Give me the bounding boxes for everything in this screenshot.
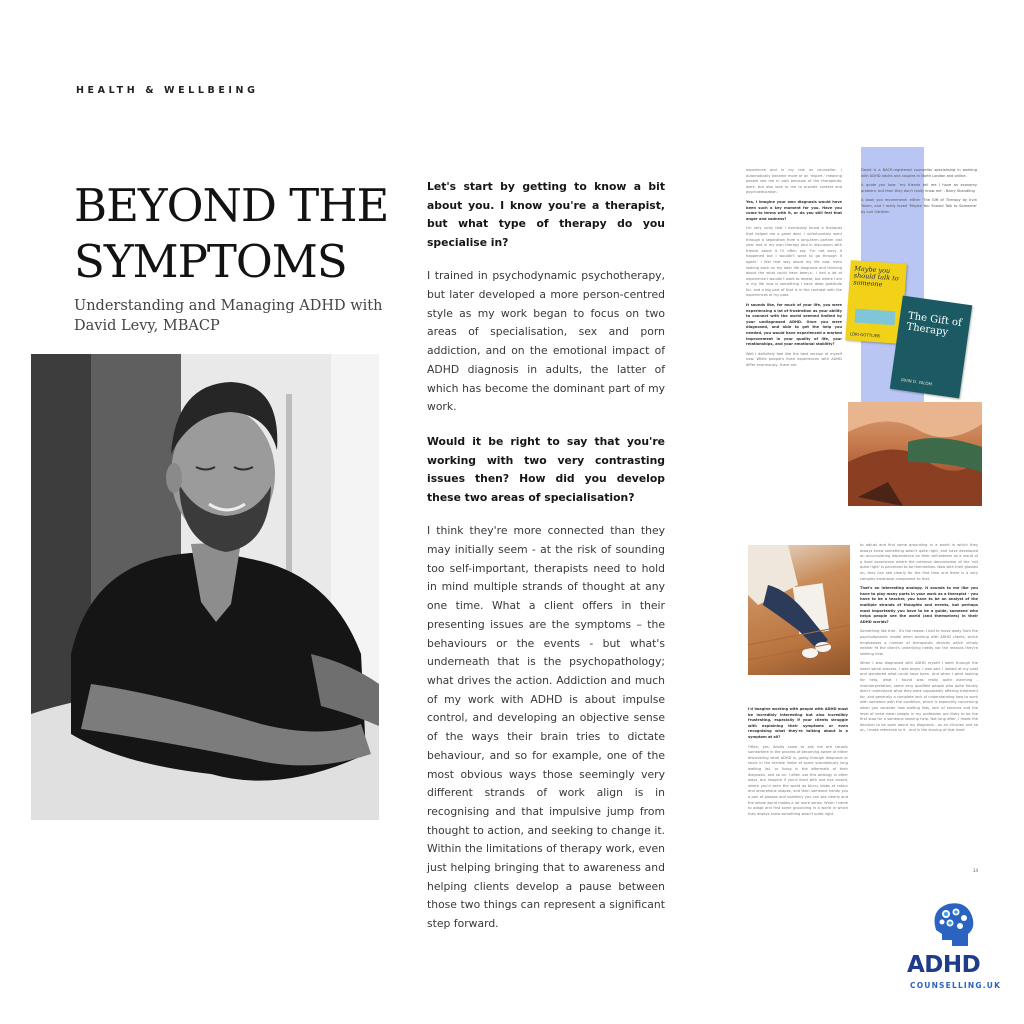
subtitle: Understanding and Managing ADHD with David Levy, MBACP: [74, 298, 383, 334]
book-cover-gift-of-therapy: [890, 296, 972, 399]
page-title: [74, 178, 404, 290]
mini-text: A quote you love: 'my friends tell me I have an economy problem, but then they don't really know me' - Barry Shandling: [861, 183, 977, 193]
mini-text: When I was diagnosed with ADHD myself I went through the exact same process. I was angry. I was sad. I looked at my past and wondered what could have been. And when I went looking for help, what I found was really quite alarming - misinterpretation, some very qualified people who quite frankly didn't understand what they were supposedly offering treatment for, and generally a complete lack of understanding how to work with someone with the condition, which is especially concerning when you consider how waiting lists, lack of services and the level of need mean people in my profession are likely to be the first stop for a someone seeking help. Not long after, I made the decision to be open about my diagnosis - as an clinician and so on, I make reference to it - and in the sharing of that lived: [860, 661, 978, 733]
answer-2: I think they're more connected than they may initially seem - at the risk of sounding too self-important, therapists need to hold in mind multiple strands of thought at any one time. What a client offers in their presenting issues are the symptoms – the behaviours or the events - but what's underneath that is the psychopathology; what drives the action. Addiction and much of my work with ADHD is about impulse control, and developing an objective sense of the ways their brain tries to dictate behaviour, and so for example, one of the most obvious ways those seemingly very different strands of work align is in recognising and that impulsive jump from thought to action, and seeking to change it. Within the limitations of therapy work, even just helping bringing that to awareness and helping clients develop a pause between those two things can represent a significant step forward.: [427, 524, 665, 931]
mini-top-column-2: [861, 168, 977, 215]
question-1: Let's start by getting to know a bit about you. I know you're a therapist, but what type of therapy do you specialise in?: [427, 180, 665, 249]
mini-top-column-1: [746, 168, 842, 369]
mini-question: That's an interesting analogy. It sounds to me like you have to play many parts in your work as a therapist - you have to be a teacher, you have to be an analyst of the multiple strands of thoughts and events, but perhaps most importantly you have to be a guide, someone who helps people see the world (and themselves) in their ADHD worlds?: [860, 586, 978, 624]
mini-text: experience and in my role as counsellor, I automatically became more of an 'expert,' meaning people see me in part because of the therapeutic work, but also look to me to provide context and psychoeducation.: [746, 168, 842, 195]
mini-text: to adjust and find some grounding in a world in which they always knew something wasn't quite right, and have developed an accumulating dependence on their self-esteem as a result of a lived experience where the common denominator of the 'not quite right' is perceived to be themselves. Now with their glasses on, they can see clearly for the first time and there is a very complex emotional component to that.: [860, 543, 978, 581]
mini-question: I'd imagine working with people with ADHD must be incredibly interesting but also incredibly frustrating, especially if your clients struggle with explaining their symptoms or even recognising what they're talking about is a symptom at all?: [748, 707, 848, 739]
book-2-title: The Gift of Therapy: [905, 310, 963, 339]
book-1-title: Maybe you should talk to someone: [853, 264, 900, 289]
mini-bottom-column-1: [748, 707, 848, 817]
mini-bottom-column-2: [860, 543, 978, 734]
title-line-2: SYMPTOMS: [74, 235, 347, 288]
mini-text: I'm very lucky that I eventually found a therapist that helped me a great deal. I unfortunately went through a separation from a long-term partner last year and in my own therapy and in discussion with friends about it I'll often say 'I'm not sorry it happened but I wouldn't want to go through it again.' I feel that way about my life now, even looking back on my later life diagnosis and thinking about the what could have been-s'. I had a lot of experience I wouldn't want to repeat, but where I am in my life now is something I have deep gratitude for, and a big part of that is in the contrast with the experiences of my past.: [746, 226, 842, 298]
head-brain-logo-icon: [928, 900, 976, 950]
journaling-illustration: [748, 545, 850, 675]
journaling-photo: [748, 545, 850, 675]
mini-text: Well I definitely feel like the best version of myself now. While people's lived experiences with ADHD differ enormously, there are: [746, 351, 842, 367]
mini-text: David is a BACP-registered counsellor specialising in working with ADHD adults and couples in North London and online.: [861, 168, 977, 178]
book-1-art: [855, 309, 896, 326]
mini-text: A book you recommend: either 'The Gift of Therapy by Irvin Yalom, and I really loved 'Maybe You Should Talk to Someone' by Lori Gottlieb.: [861, 198, 977, 214]
logo-wordmark: ADHD: [907, 952, 981, 978]
desert-landscape-image: [848, 402, 982, 506]
brain-icon: [928, 900, 976, 950]
answer-1: I trained in psychodynamic psychotherapy, but later developed a more person-centred style as my work began to focus on two areas of specialisation, sex and porn addiction, and on the emotional impact of ADHD diagnosis in adults, the latter of which has become the dominant part of my work.: [427, 269, 665, 414]
book-1-author: LORI GOTTLIEB: [849, 331, 881, 339]
magazine-preview-bottom: [746, 543, 982, 873]
section-label: HEALTH & WELLBEING: [76, 85, 259, 96]
mini-question: It sounds like, for much of your life, you were experiencing a lot of frustration as your ability to connect with the world seemed limited by your undiagnosed ADHD. Once you were diagnosed, and able to get the help you needed, you would have experienced a marked improvement in your quality of life, your relationships, and your emotional stability?: [746, 303, 842, 347]
magazine-preview-top: [746, 162, 982, 507]
mini-question: Yes, I imagine your own diagnosis would have been such a key moment for you. Have you come to terms with it, or do you still feel that anger and sadness?: [746, 199, 842, 221]
main-body-column: [427, 178, 665, 950]
logo-subtext: COUNSELLING.UK: [910, 981, 1002, 990]
question-2: Would it be right to say that you're working with two very contrasting issues then? How did you develop these two areas of specialisation?: [427, 435, 665, 504]
title-line-1: BEYOND THE: [74, 179, 389, 232]
book-2-author: IRVIN D. YALOM: [900, 377, 933, 387]
mini-text: Often, yes. Adults come to see me are usually somewhere in the process of becoming aware of either discovering what ADHD is, going through diagnosis or stuck in the terrible limbo of some scandalously long waiting list, or living in the aftermath of their diagnosis, and so on. I often use this analogy in other ways, but imagine if you'd lived with one eye closed, where you'd seen the world as blurry blobs of colour and amorphous shapes, and then someone hands you a pair of glasses and suddenly you can see clearly and the whole world makes a lot more sense. When I came to adapt and find some grounding in a world in which they always knew something wasn't quite right.: [748, 744, 848, 816]
mini-text: Something like that - it's the reason I had to move away from the psychodynamic model when working with ADHD clients, which emphasises a number of therapeutic devices which simply neither fit the client's underlying needs nor the reasons they're seeking help.: [860, 629, 978, 656]
mini-page-number: 14: [972, 868, 978, 873]
portrait-photo: [31, 354, 379, 820]
portrait-illustration: [31, 354, 379, 820]
desert-illustration: [848, 402, 982, 506]
